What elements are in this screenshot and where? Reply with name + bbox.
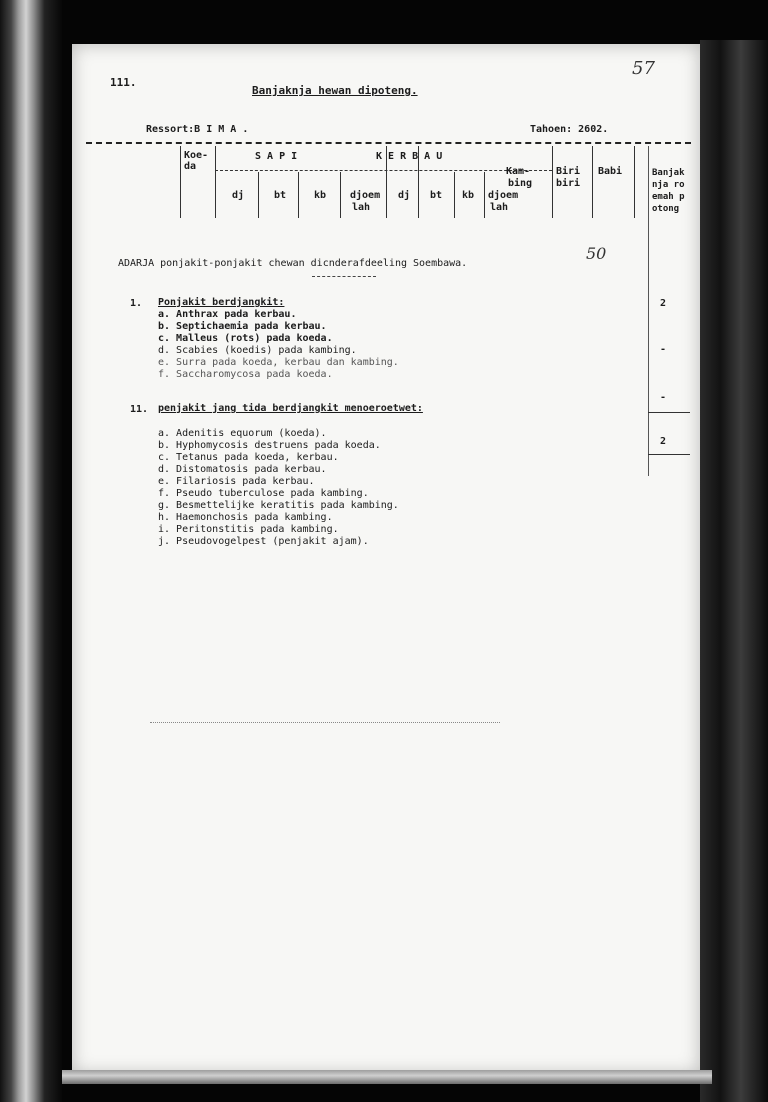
group2-item: c. Tetanus pada koeda, kerbau. (158, 452, 339, 463)
col-koda-line2: da (184, 161, 197, 172)
section-title-text: ADARJA ponjakit-ponjakit chewan dicnderafdeeling Soembawa. (118, 258, 468, 269)
col-sapi-bt: bt (274, 190, 287, 201)
page-number: 111. (110, 76, 137, 89)
group2-item: f. Pseudo tuberculose pada kambing. (158, 488, 369, 499)
page-edge-right (700, 40, 768, 1102)
table-col-line (215, 146, 216, 218)
table-col-line (258, 172, 259, 218)
group2-item: g. Besmettelijke keratitis pada kambing. (158, 500, 399, 511)
year-label: Tahoen: 2602. (530, 124, 609, 135)
table-col-line (340, 172, 341, 218)
col-biri-2: biri (556, 178, 581, 189)
col-sapi-kb: kb (314, 190, 327, 201)
col-banjak-1: Banjak (652, 168, 685, 178)
col-banjak-3: emah p (652, 192, 685, 202)
folio-mark: 57 (632, 58, 655, 79)
table-col-line (552, 146, 553, 218)
table-col-line (180, 146, 181, 218)
col-banjak-4: otong (652, 204, 680, 214)
col-sapi: S A P I (255, 151, 298, 162)
page-title: Banjaknja hewan dipoteng. (252, 84, 418, 97)
group2-item: e. Filariosis pada kerbau. (158, 476, 315, 487)
group1-item: a. Anthrax pada kerbau. (158, 309, 297, 320)
col-biri-1: Biri (556, 166, 581, 177)
count-rule (648, 412, 690, 413)
group2-dash: - (660, 392, 667, 403)
col-sapi-djoemlah-2: lah (352, 202, 371, 213)
col-banjak-2: nja ro (652, 180, 685, 190)
group2-title: penjakit jang tida berdjangkit menoeroetwet: (158, 403, 423, 414)
group2-count: 2 (660, 436, 667, 447)
group1-item: c. Malleus (rots) pada koeda. (158, 333, 333, 344)
faint-ruled-line (150, 722, 500, 723)
col-kerbau-dj: dj (398, 190, 411, 201)
group2-item: b. Hyphomycosis destruens pada koeda. (158, 440, 381, 451)
group2-label: 11. (130, 404, 149, 415)
table-col-line (634, 146, 635, 218)
col-kerbau-djoemlah-2: lah (490, 202, 509, 213)
group1-item: b. Septichaemia pada kerbau. (158, 321, 327, 332)
book-spine (0, 0, 62, 1102)
group1-dash: - (660, 344, 667, 355)
group2-item: j. Pseudovogelpest (penjakit ajam). (158, 536, 369, 547)
table-col-line (484, 172, 485, 218)
group1-item: f. Saccharomycosa pada koeda. (158, 369, 333, 380)
col-kerbau: K E R B A U (376, 151, 443, 162)
right-column-rule (648, 146, 649, 476)
col-kerbau-djoemlah-1: djoem (488, 190, 519, 201)
group2-item: i. Peritonstitis pada kambing. (158, 524, 339, 535)
resort-label: Ressort:B I M A . (146, 124, 249, 135)
group1-item: e. Surra pada koeda, kerbau dan kambing. (158, 357, 399, 368)
col-kerbau-kb: kb (462, 190, 475, 201)
group1-count: 2 (660, 298, 667, 309)
count-rule (648, 454, 690, 455)
group2-item: h. Haemonchosis pada kambing. (158, 512, 333, 523)
section-title-underline (312, 276, 376, 277)
table-col-line (592, 146, 593, 218)
header-rule (86, 142, 691, 144)
group1-label: 1. (130, 298, 143, 309)
table-subheader-rule (215, 170, 552, 171)
group2-item: a. Adenitis equorum (koeda). (158, 428, 327, 439)
group1-title: Ponjakit berdjangkit: (158, 297, 285, 308)
col-kerbau-bt: bt (430, 190, 443, 201)
col-kambing-2: bing (508, 178, 533, 189)
group2-item: d. Distomatosis pada kerbau. (158, 464, 327, 475)
col-sapi-djoemlah-1: djoem (350, 190, 381, 201)
col-sapi-dj: dj (232, 190, 245, 201)
page-edge-bottom (62, 1070, 712, 1084)
table-col-line (298, 172, 299, 218)
group1-item: d. Scabies (koedis) pada kambing. (158, 345, 357, 356)
col-koda-line1: Koe- (184, 150, 209, 161)
table-col-line (454, 172, 455, 218)
col-kambing-1: Kam- (506, 166, 531, 177)
col-babi: Babi (598, 166, 623, 177)
handwritten-number: 50 (586, 244, 607, 263)
section-title (118, 258, 467, 269)
